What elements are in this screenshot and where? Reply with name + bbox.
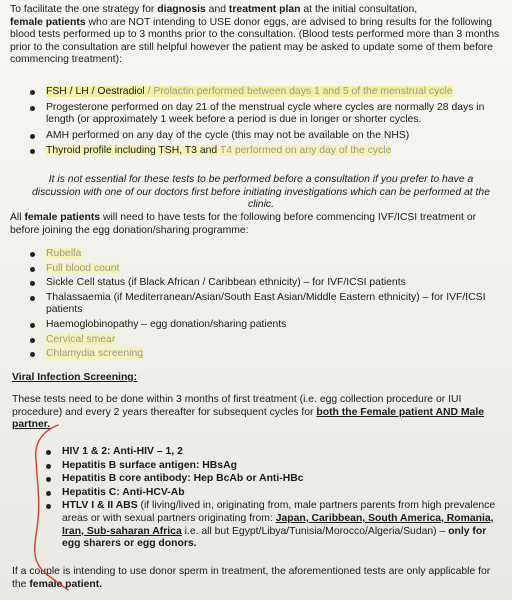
all-female-pre: All (10, 212, 25, 223)
intro-bold-female-patients: female patients (10, 16, 86, 28)
htlv-text-2: i.e. all but Egypt/Libya/Tunisia/Morocco/Algeria/Sudan) – (181, 525, 449, 537)
list-item (36, 460, 496, 473)
viral-intro-paragraph (12, 394, 500, 432)
list-item (20, 263, 500, 276)
item-text: Thalassaemia (if Mediterranean/Asian/South East Asian/Middle Eastern ethnicity) – for IVF/ICSI patients (46, 291, 486, 316)
list-item (20, 248, 500, 261)
bullet-icon (46, 450, 51, 455)
list-item-htlv (36, 500, 496, 550)
item-text: Cervical smear (46, 333, 116, 345)
bullet-icon (46, 491, 51, 496)
item-text: Progesterone performed on day 21 of the menstrual cycle where cycles are normally 28 days in length (or approximately 1 week before a period is due in longer or shorter cycles. (46, 101, 485, 126)
htlv-text: (if living/lived in, originating from, male partners parents from high prevalence areas or with sexual partners originating from: (62, 500, 496, 524)
intro-bold-treatment-plan: treatment plan (228, 4, 301, 15)
viral-intro-text: These tests need to be done within 3 months of first treatment (i.e. egg collection procedure or IUI procedure) and every 2 years thereafter for subsequent cycles for (12, 394, 462, 418)
list-item (20, 319, 500, 332)
footer-bold: female patient. (29, 578, 103, 590)
item-text: FSH / LH / Oestradiol (46, 86, 145, 97)
list-item (36, 487, 496, 500)
htlv-bold-2: only for egg sharers or egg donors. (62, 525, 487, 550)
all-female-bold: female patients (24, 212, 101, 223)
viral-tests-list (36, 446, 496, 552)
section-heading: Viral Infection Screening: (12, 372, 138, 383)
list-item (20, 102, 500, 127)
item-text: Haemoglobinopathy – egg donation/sharing patients (46, 318, 287, 330)
bullet-icon (30, 90, 35, 95)
item-faint-text: T4 performed on any day of the cycle (219, 145, 392, 157)
pre-consult-tests-list (20, 86, 500, 161)
list-item (36, 473, 496, 486)
intro-bold-diagnosis: diagnosis (157, 4, 206, 15)
all-female-paragraph (10, 212, 502, 237)
item-text: HIV 1 & 2: Anti-HIV – 1, 2 (62, 446, 183, 457)
footer-text: If a couple is intending to use donor sperm in treatment, the aforementioned tests are only applicable for the (12, 566, 491, 590)
intro-paragraph (10, 4, 502, 67)
italic-note: It is not essential for these tests to be performed before a consultation if you prefer to have a discussion with one of our doctors first before initiating investigations which can be performed at the clinic. (31, 174, 490, 211)
item-text: Hepatitis B surface antigen: HBsAg (62, 459, 237, 471)
list-item (36, 446, 496, 459)
bullet-icon (30, 281, 35, 286)
item-text: Rubella (46, 248, 82, 259)
intro-text-and: and (205, 4, 229, 15)
bullet-icon (30, 296, 35, 301)
item-text: Thyroid profile including TSH, T3 and (46, 145, 220, 157)
bullet-icon (30, 106, 35, 111)
bullet-icon (30, 252, 35, 257)
intro-text: To facilitate the one strategy for (10, 4, 158, 15)
bullet-icon (46, 464, 51, 469)
list-item (20, 334, 500, 347)
footer-paragraph (12, 566, 500, 591)
item-text: Chlamydia screening (46, 348, 144, 360)
list-item (20, 145, 500, 158)
htlv-bold: HTLV I & II ABS (62, 500, 138, 512)
required-tests-list (20, 248, 500, 363)
bullet-icon (30, 323, 35, 328)
bullet-icon (30, 338, 35, 343)
bullet-icon (30, 352, 35, 357)
bullet-icon (30, 134, 35, 139)
item-text: Hepatitis B core antibody: Hep BcAb or Anti-HBc (62, 473, 304, 485)
all-female-post: will need to have tests for the following before commencing IVF/ICSI treatment or before joining the egg donation/sharing programme: (10, 212, 477, 236)
list-item (20, 130, 500, 143)
item-faint-text: / Prolactin performed between days 1 and 5 of the menstrual cycle (144, 86, 453, 97)
item-text: Full blood count (46, 262, 120, 274)
intro-text-body: who are NOT intending to USE donor eggs, are advised to bring results for the following blood tests performed up to 3 months prior to the consultation. (Blood tests performed more than 3 months prior to the consultation are still helpful however the patient may be asked to update some of them before commencing treatment): (10, 16, 500, 66)
list-item (20, 292, 500, 317)
item-text: Hepatitis C: Anti-HCV-Ab (62, 486, 185, 498)
htlv-countries: Japan, Caribbean, South America, Romania, Iran, Sub-saharan Africa (62, 512, 494, 537)
item-text: AMH performed on any day of the cycle (this may not be available on the NHS) (46, 129, 410, 141)
bullet-icon (30, 149, 35, 154)
bullet-icon (46, 477, 51, 482)
intro-text-end: at the initial consultation, (300, 4, 418, 15)
item-text: Sickle Cell status (if Black African / Caribbean ethnicity) – for IVF/ICSI patients (46, 277, 406, 289)
list-item (20, 277, 500, 290)
viral-intro-bold: both the Female patient AND Male partner. (12, 406, 484, 431)
list-item (20, 86, 500, 99)
bullet-icon (46, 504, 51, 509)
bullet-icon (30, 267, 35, 272)
list-item (20, 348, 500, 361)
